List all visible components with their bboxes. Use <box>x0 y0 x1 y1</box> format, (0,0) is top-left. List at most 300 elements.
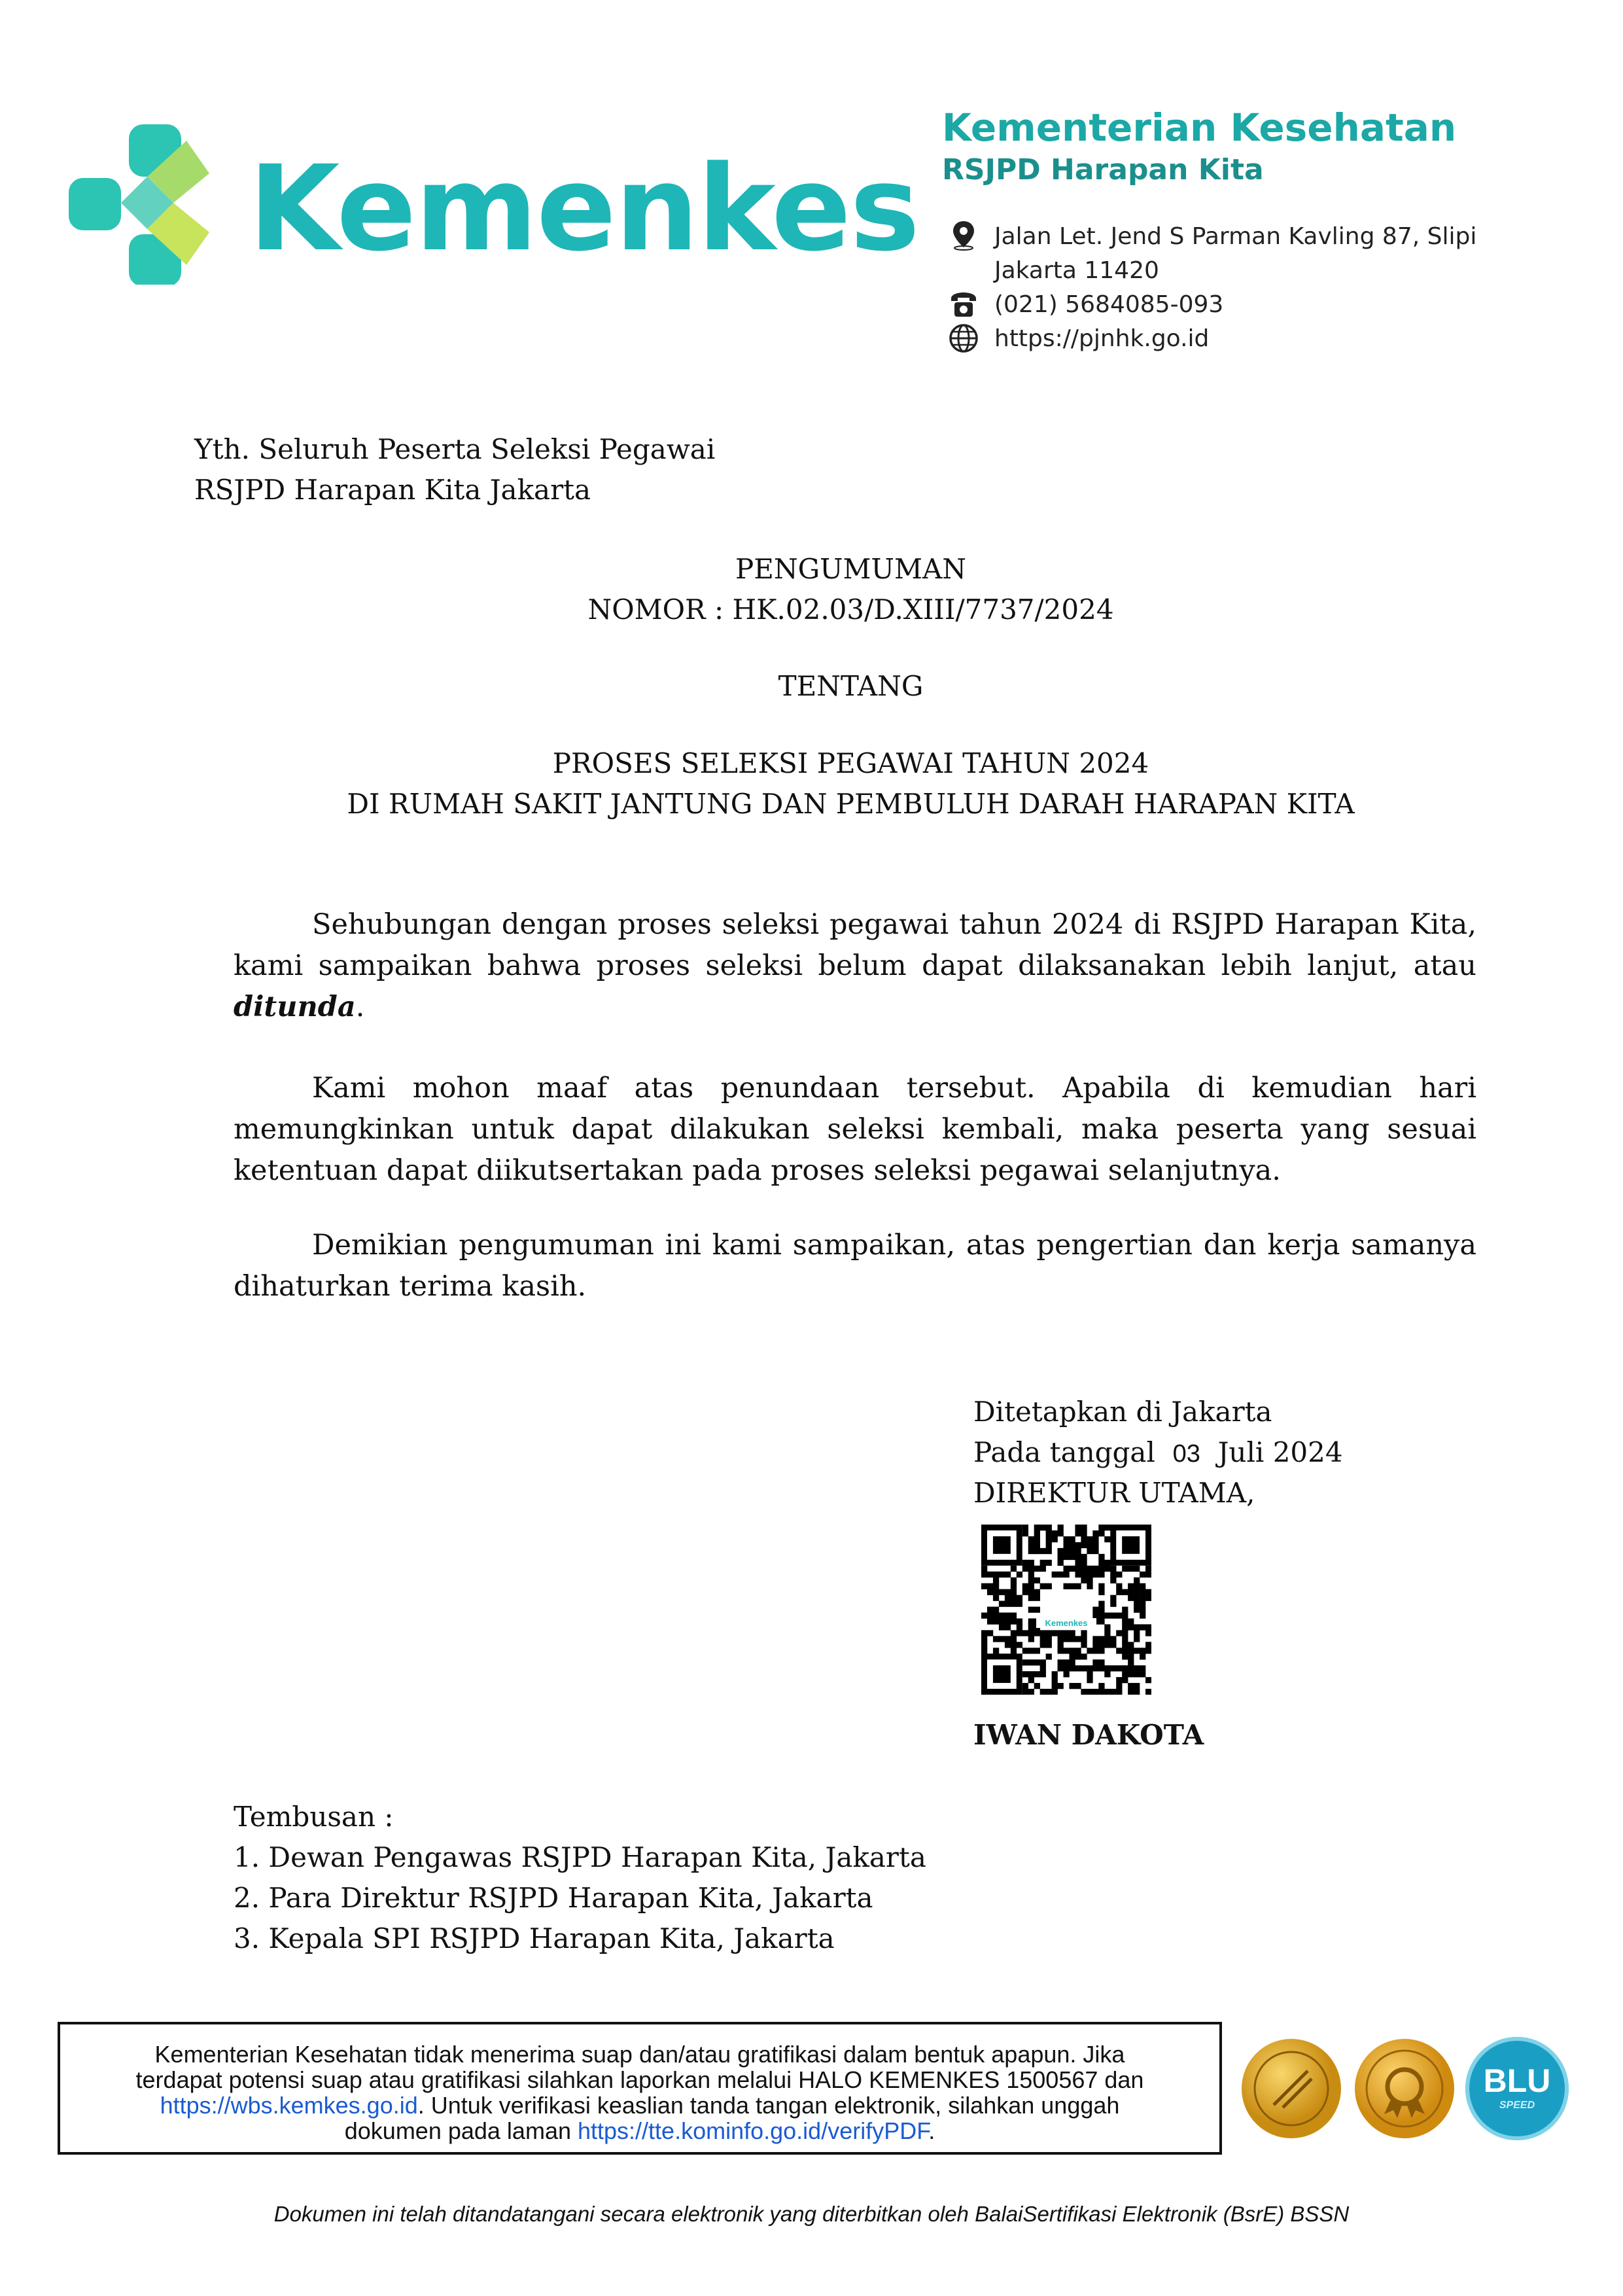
qr-module <box>1098 1601 1104 1607</box>
qr-module <box>1028 1548 1034 1554</box>
qr-module <box>1110 1566 1116 1572</box>
qr-module <box>1022 1530 1028 1536</box>
qr-module <box>1064 1648 1070 1653</box>
qr-module <box>1017 1595 1022 1601</box>
qr-module <box>1087 1548 1092 1554</box>
qr-module <box>1034 1589 1040 1595</box>
qr-module <box>981 1612 987 1618</box>
cc-title: Tembusan : <box>234 1801 394 1833</box>
qr-module <box>1128 1595 1134 1601</box>
cc-item: 1. Dewan Pengawas RSJPD Harapan Kita, Jakarta <box>234 1841 926 1873</box>
qr-module <box>1110 1612 1116 1618</box>
qr-module <box>981 1636 987 1642</box>
body-paragraph-1: Sehubungan dengan proses seleksi pegawai tahun 2024 di RSJPD Harapan Kita, kami sampaikan bahwa proses seleksi belum dapat dilaksanakan lebih lanjut, atau ditunda. <box>234 908 1476 1023</box>
qr-module <box>1028 1560 1034 1566</box>
qr-module <box>1145 1624 1151 1630</box>
qr-module <box>1092 1530 1098 1536</box>
brand-wordmark: Kemenkes <box>249 141 919 277</box>
qr-module <box>1098 1648 1104 1653</box>
qr-module <box>1028 1566 1034 1572</box>
qr-module <box>1104 1560 1110 1566</box>
qr-module <box>1075 1665 1081 1671</box>
qr-module <box>1052 1536 1058 1542</box>
qr-module <box>1081 1572 1087 1578</box>
qr-module <box>1145 1566 1151 1572</box>
qr-module <box>1081 1525 1087 1530</box>
qr-module <box>1092 1665 1098 1671</box>
qr-module <box>1145 1689 1151 1695</box>
qr-module <box>1052 1689 1058 1695</box>
qr-module <box>1122 1653 1128 1659</box>
qr-module <box>999 1601 1005 1607</box>
address-line-2: Jakarta 11420 <box>994 257 1159 284</box>
qr-module <box>981 1630 987 1636</box>
qr-module <box>1058 1683 1064 1689</box>
address-line-1: Jalan Let. Jend S Parman Kavling 87, Slipi <box>994 223 1477 250</box>
qr-module <box>1116 1589 1122 1595</box>
qr-module <box>1116 1677 1122 1683</box>
qr-module <box>1122 1589 1128 1595</box>
blu-speed-badge: BLU SPEED <box>1465 2037 1569 2140</box>
qr-module <box>1110 1689 1116 1695</box>
qr-module <box>1104 1671 1110 1677</box>
qr-module <box>1116 1665 1122 1671</box>
qr-module <box>1134 1624 1140 1630</box>
qr-module <box>1058 1530 1064 1536</box>
qr-module <box>1087 1648 1092 1653</box>
qr-module <box>1022 1589 1028 1595</box>
qr-module <box>1104 1689 1110 1695</box>
qr-module <box>1081 1578 1087 1583</box>
ministry-name: Kementerian Kesehatan <box>942 105 1457 150</box>
qr-module <box>1087 1536 1092 1542</box>
qr-module <box>1092 1566 1098 1572</box>
qr-module <box>1075 1525 1081 1530</box>
qr-module <box>981 1642 987 1648</box>
qr-module <box>1081 1636 1087 1642</box>
qr-module <box>1017 1642 1022 1648</box>
qr-module <box>1145 1572 1151 1578</box>
qr-module <box>1098 1572 1104 1578</box>
qr-module <box>1116 1583 1122 1589</box>
qr-module <box>993 1648 999 1653</box>
qr-module <box>1075 1683 1081 1689</box>
qr-module <box>993 1618 999 1624</box>
qr-module <box>1046 1630 1052 1636</box>
qr-module <box>1011 1566 1017 1572</box>
qr-center-label: Kemenkes <box>1036 1618 1096 1628</box>
qr-module <box>1069 1648 1075 1653</box>
qr-module <box>1022 1583 1028 1589</box>
qr-module <box>1122 1612 1128 1618</box>
qr-module <box>1064 1671 1070 1677</box>
qr-module <box>987 1607 993 1613</box>
qr-module <box>1017 1630 1022 1636</box>
qr-module <box>1064 1542 1070 1548</box>
qr-module <box>1134 1595 1140 1601</box>
qr-module <box>1011 1578 1017 1583</box>
qr-module <box>1128 1648 1134 1653</box>
qr-module <box>1122 1630 1128 1636</box>
qr-module <box>1081 1689 1087 1695</box>
qr-module <box>1034 1566 1040 1572</box>
qr-module <box>1098 1689 1104 1695</box>
qr-module <box>1140 1612 1145 1618</box>
qr-module <box>1017 1601 1022 1607</box>
qr-module <box>1122 1607 1128 1613</box>
qr-module <box>1110 1595 1116 1601</box>
qr-module <box>1104 1630 1110 1636</box>
qr-module <box>1092 1542 1098 1548</box>
qr-module <box>1087 1665 1092 1671</box>
qr-module <box>1040 1630 1046 1636</box>
qr-module <box>1098 1683 1104 1689</box>
qr-module <box>987 1572 993 1578</box>
qr-module <box>1058 1659 1064 1665</box>
qr-module <box>1069 1548 1075 1554</box>
qr-module <box>1140 1624 1145 1630</box>
qr-module <box>1028 1542 1034 1548</box>
qr-module <box>1075 1636 1081 1642</box>
qr-module <box>1134 1566 1140 1572</box>
qr-module <box>1011 1589 1017 1595</box>
qr-module <box>1064 1572 1070 1578</box>
qr-module <box>1081 1530 1087 1536</box>
qr-module <box>1104 1566 1110 1572</box>
qr-module <box>1034 1607 1040 1613</box>
qr-module <box>1069 1630 1075 1636</box>
body-paragraph-3: Demikian pengumuman ini kami sampaikan, atas pengertian dan kerja samanya dihaturkan terima kasih. <box>234 1229 1476 1303</box>
qr-module <box>1005 1618 1011 1624</box>
qr-module <box>993 1607 999 1613</box>
qr-module <box>1122 1677 1128 1683</box>
qr-module <box>993 1578 999 1583</box>
qr-module <box>1005 1595 1011 1601</box>
qr-module <box>1064 1554 1070 1560</box>
qr-module <box>1040 1665 1046 1671</box>
qr-module <box>1064 1636 1070 1642</box>
qr-module <box>1022 1560 1028 1566</box>
qr-module <box>1046 1583 1052 1589</box>
qr-module <box>1104 1642 1110 1648</box>
announcement-heading: PENGUMUMAN <box>735 553 967 585</box>
qr-module <box>1087 1566 1092 1572</box>
qr-module <box>1087 1677 1092 1683</box>
qr-module <box>1075 1530 1081 1536</box>
qr-module <box>1064 1665 1070 1671</box>
qr-module <box>993 1595 999 1601</box>
qr-module <box>1075 1542 1081 1548</box>
qr-module <box>1140 1607 1145 1613</box>
qr-module <box>1028 1689 1034 1695</box>
qr-module <box>987 1589 993 1595</box>
body-paragraph-2: Kami mohon maaf atas penundaan tersebut. Apabila di kemudian hari memungkinkan untuk dapat dilakukan seleksi kembali, maka peserta yang sesuai ketentuan dapat diikutsertakan pada proses seleksi pegawai selanjutnya. <box>234 1072 1476 1187</box>
qr-module <box>1069 1542 1075 1548</box>
qr-module <box>1075 1548 1081 1554</box>
qr-module <box>1110 1642 1116 1648</box>
qr-module <box>1145 1595 1151 1601</box>
emphasis-ditunda: ditunda <box>234 991 356 1023</box>
qr-finder-pattern <box>1122 1536 1140 1554</box>
qr-module <box>1034 1659 1040 1665</box>
qr-module <box>1069 1683 1075 1689</box>
qr-module <box>1040 1689 1046 1695</box>
qr-module <box>1098 1665 1104 1671</box>
qr-module <box>1134 1601 1140 1607</box>
qr-module <box>1098 1612 1104 1618</box>
qr-module <box>1028 1572 1034 1578</box>
qr-module <box>1046 1560 1052 1566</box>
qr-module <box>1081 1560 1087 1566</box>
logo-petal-left <box>69 178 121 230</box>
qr-module <box>1058 1648 1064 1653</box>
qr-module <box>1011 1642 1017 1648</box>
qr-module <box>1034 1595 1040 1601</box>
qr-module <box>1011 1612 1017 1618</box>
qr-module <box>1110 1601 1116 1607</box>
qr-module <box>1087 1583 1092 1589</box>
qr-module <box>1134 1671 1140 1677</box>
qr-module <box>1040 1566 1046 1572</box>
cc-item: 2. Para Direktur RSJPD Harapan Kita, Jakarta <box>234 1882 873 1914</box>
qr-module <box>1034 1536 1040 1542</box>
location-pin-icon <box>947 219 980 251</box>
qr-module <box>1064 1566 1070 1572</box>
qr-module <box>1092 1607 1098 1613</box>
qr-module <box>1098 1607 1104 1613</box>
qr-module <box>1022 1659 1028 1665</box>
qr-module <box>1058 1630 1064 1636</box>
qr-module <box>1081 1554 1087 1560</box>
announcement-subject-1: PROSES SELEKSI PEGAWAI TAHUN 2024 <box>552 747 1149 779</box>
qr-module <box>1087 1689 1092 1695</box>
cc-item: 3. Kepala SPI RSJPD Harapan Kita, Jakarta <box>234 1922 835 1954</box>
qr-module <box>1145 1630 1151 1636</box>
qr-module <box>1128 1624 1134 1630</box>
qr-module <box>1022 1648 1028 1653</box>
announcement-about: TENTANG <box>778 670 924 702</box>
qr-module <box>1092 1659 1098 1665</box>
qr-module <box>1005 1589 1011 1595</box>
qr-module <box>1134 1583 1140 1589</box>
qr-module <box>1098 1560 1104 1566</box>
qr-module <box>1040 1548 1046 1554</box>
qr-module <box>1011 1618 1017 1624</box>
qr-module <box>1145 1642 1151 1648</box>
qr-module <box>1005 1642 1011 1648</box>
qr-module <box>1022 1566 1028 1572</box>
qr-module <box>1011 1630 1017 1636</box>
qr-module <box>1128 1583 1134 1589</box>
qr-module <box>1122 1671 1128 1677</box>
signature-place: Ditetapkan di Jakarta <box>973 1396 1272 1428</box>
qr-module <box>1034 1548 1040 1554</box>
phone-number: (021) 5684085-093 <box>994 291 1224 318</box>
qr-module <box>1081 1653 1087 1659</box>
qr-module <box>1098 1583 1104 1589</box>
qr-module <box>1022 1671 1028 1677</box>
qr-module <box>1075 1554 1081 1560</box>
qr-module <box>1005 1624 1011 1630</box>
wbs-link[interactable]: https://wbs.kemkes.go.id <box>160 2092 418 2119</box>
quality-seal-icon <box>1240 2037 1343 2140</box>
qr-module <box>1028 1648 1034 1653</box>
qr-module <box>1116 1630 1122 1636</box>
qr-module <box>1069 1536 1075 1542</box>
qr-module <box>1058 1572 1064 1578</box>
qr-module <box>1058 1554 1064 1560</box>
qr-module <box>1081 1642 1087 1648</box>
qr-module <box>981 1572 987 1578</box>
qr-module <box>1028 1630 1034 1636</box>
qr-module <box>1040 1583 1046 1589</box>
qr-module <box>1028 1618 1034 1624</box>
qr-module <box>1011 1595 1017 1601</box>
qr-module <box>1034 1671 1040 1677</box>
qr-module <box>1046 1542 1052 1548</box>
qr-module <box>1128 1589 1134 1595</box>
qr-module <box>1098 1554 1104 1560</box>
qr-module <box>1098 1636 1104 1642</box>
anti-gratification-notice: Kementerian Kesehatan tidak menerima suap dan/atau gratifikasi dalam bentuk apapun. Jika terdapat potensi suap atau gratifikasi silahkan laporkan melalui HALO KEMENKES 1500567 dan https://wbs.kemkes.go.id. Untuk verifikasi keaslian tanda tangan elektronik, silahkan unggah dokumen pada laman https://tte.kominfo.go.id/verifyPDF. <box>58 2022 1222 2155</box>
qr-module <box>1064 1659 1070 1665</box>
qr-module <box>1046 1689 1052 1695</box>
qr-module <box>1092 1548 1098 1554</box>
qr-module <box>1022 1689 1028 1695</box>
qr-module <box>1140 1665 1145 1671</box>
qr-module <box>1058 1665 1064 1671</box>
qr-module <box>1028 1607 1034 1613</box>
qr-module <box>1075 1560 1081 1566</box>
qr-module <box>1140 1589 1145 1595</box>
qr-module <box>1058 1642 1064 1648</box>
qr-module <box>987 1583 993 1589</box>
qr-module <box>1028 1624 1034 1630</box>
qr-module <box>1040 1642 1046 1648</box>
qr-module <box>1092 1642 1098 1648</box>
qr-module <box>1087 1572 1092 1578</box>
qr-module <box>1005 1636 1011 1642</box>
qr-module <box>1110 1578 1116 1583</box>
qr-module <box>1122 1648 1128 1653</box>
qr-module <box>1122 1624 1128 1630</box>
accreditation-seal-icon <box>1353 2037 1456 2140</box>
qr-module <box>1064 1536 1070 1542</box>
qr-module <box>1064 1583 1070 1589</box>
qr-module <box>1052 1530 1058 1536</box>
qr-module <box>1081 1536 1087 1542</box>
qr-module <box>1064 1548 1070 1554</box>
kemenkes-logo <box>65 121 229 285</box>
qr-module <box>1028 1595 1034 1601</box>
qr-module <box>1098 1525 1104 1530</box>
signature-qr-code <box>981 1525 1151 1695</box>
qr-module <box>1058 1636 1064 1642</box>
qr-module <box>1034 1683 1040 1689</box>
qr-module <box>987 1612 993 1618</box>
qr-module <box>1104 1636 1110 1642</box>
qr-module <box>1128 1665 1134 1671</box>
qr-module <box>1140 1653 1145 1659</box>
qr-module <box>1040 1671 1046 1677</box>
qr-module <box>1104 1665 1110 1671</box>
qr-module <box>1028 1671 1034 1677</box>
qr-module <box>1046 1525 1052 1530</box>
qr-module <box>1087 1578 1092 1583</box>
qr-module <box>1005 1601 1011 1607</box>
qr-module <box>1052 1683 1058 1689</box>
qr-module <box>1046 1536 1052 1542</box>
qr-module <box>1052 1572 1058 1578</box>
qr-module <box>999 1612 1005 1618</box>
qr-module <box>1110 1665 1116 1671</box>
website-link[interactable]: https://pjnhk.go.id <box>994 325 1210 352</box>
qr-module <box>1028 1677 1034 1683</box>
qr-module <box>1028 1636 1034 1642</box>
qr-module <box>999 1589 1005 1595</box>
qr-module <box>1140 1583 1145 1589</box>
qr-module <box>1028 1589 1034 1595</box>
qr-module <box>1098 1618 1104 1624</box>
qr-module <box>1028 1578 1034 1583</box>
qr-module <box>1046 1642 1052 1648</box>
qr-module <box>1122 1566 1128 1572</box>
qr-module <box>1092 1536 1098 1542</box>
qr-module <box>1134 1607 1140 1613</box>
qr-module <box>1075 1583 1081 1589</box>
qr-module <box>999 1572 1005 1578</box>
qr-module <box>987 1630 993 1636</box>
verify-pdf-link[interactable]: https://tte.kominfo.go.id/verifyPDF <box>578 2117 929 2144</box>
qr-module <box>1011 1636 1017 1642</box>
qr-module <box>1122 1665 1128 1671</box>
qr-module <box>993 1612 999 1618</box>
qr-finder-pattern <box>993 1536 1011 1554</box>
qr-module <box>981 1583 987 1589</box>
qr-module <box>1022 1683 1028 1689</box>
qr-finder-pattern <box>993 1665 1011 1683</box>
qr-module <box>1145 1677 1151 1683</box>
qr-module <box>1069 1665 1075 1671</box>
qr-module <box>1140 1601 1145 1607</box>
qr-module <box>1128 1653 1134 1659</box>
qr-module <box>993 1636 999 1642</box>
qr-module <box>1110 1636 1116 1642</box>
qr-module <box>993 1572 999 1578</box>
qr-module <box>1028 1536 1034 1542</box>
qr-module <box>1005 1612 1011 1618</box>
qr-module <box>1140 1572 1145 1578</box>
qr-module <box>1104 1536 1110 1542</box>
qr-module <box>999 1624 1005 1630</box>
qr-module <box>1058 1525 1064 1530</box>
qr-module <box>1005 1572 1011 1578</box>
qr-module <box>1028 1659 1034 1665</box>
qr-module <box>1104 1624 1110 1630</box>
announcement-number: NOMOR : HK.02.03/D.XIII/7737/2024 <box>587 593 1114 626</box>
qr-module <box>993 1589 999 1595</box>
qr-module <box>1134 1648 1140 1653</box>
qr-module <box>1081 1566 1087 1572</box>
qr-module <box>1069 1659 1075 1665</box>
announcement-subject-2: DI RUMAH SAKIT JANTUNG DAN PEMBULUH DARAH HARAPAN KITA <box>347 788 1355 820</box>
qr-module <box>1046 1653 1052 1659</box>
qr-module <box>1122 1642 1128 1648</box>
qr-module <box>1092 1572 1098 1578</box>
qr-module <box>1069 1566 1075 1572</box>
qr-module <box>1034 1525 1040 1530</box>
qr-module <box>1128 1566 1134 1572</box>
